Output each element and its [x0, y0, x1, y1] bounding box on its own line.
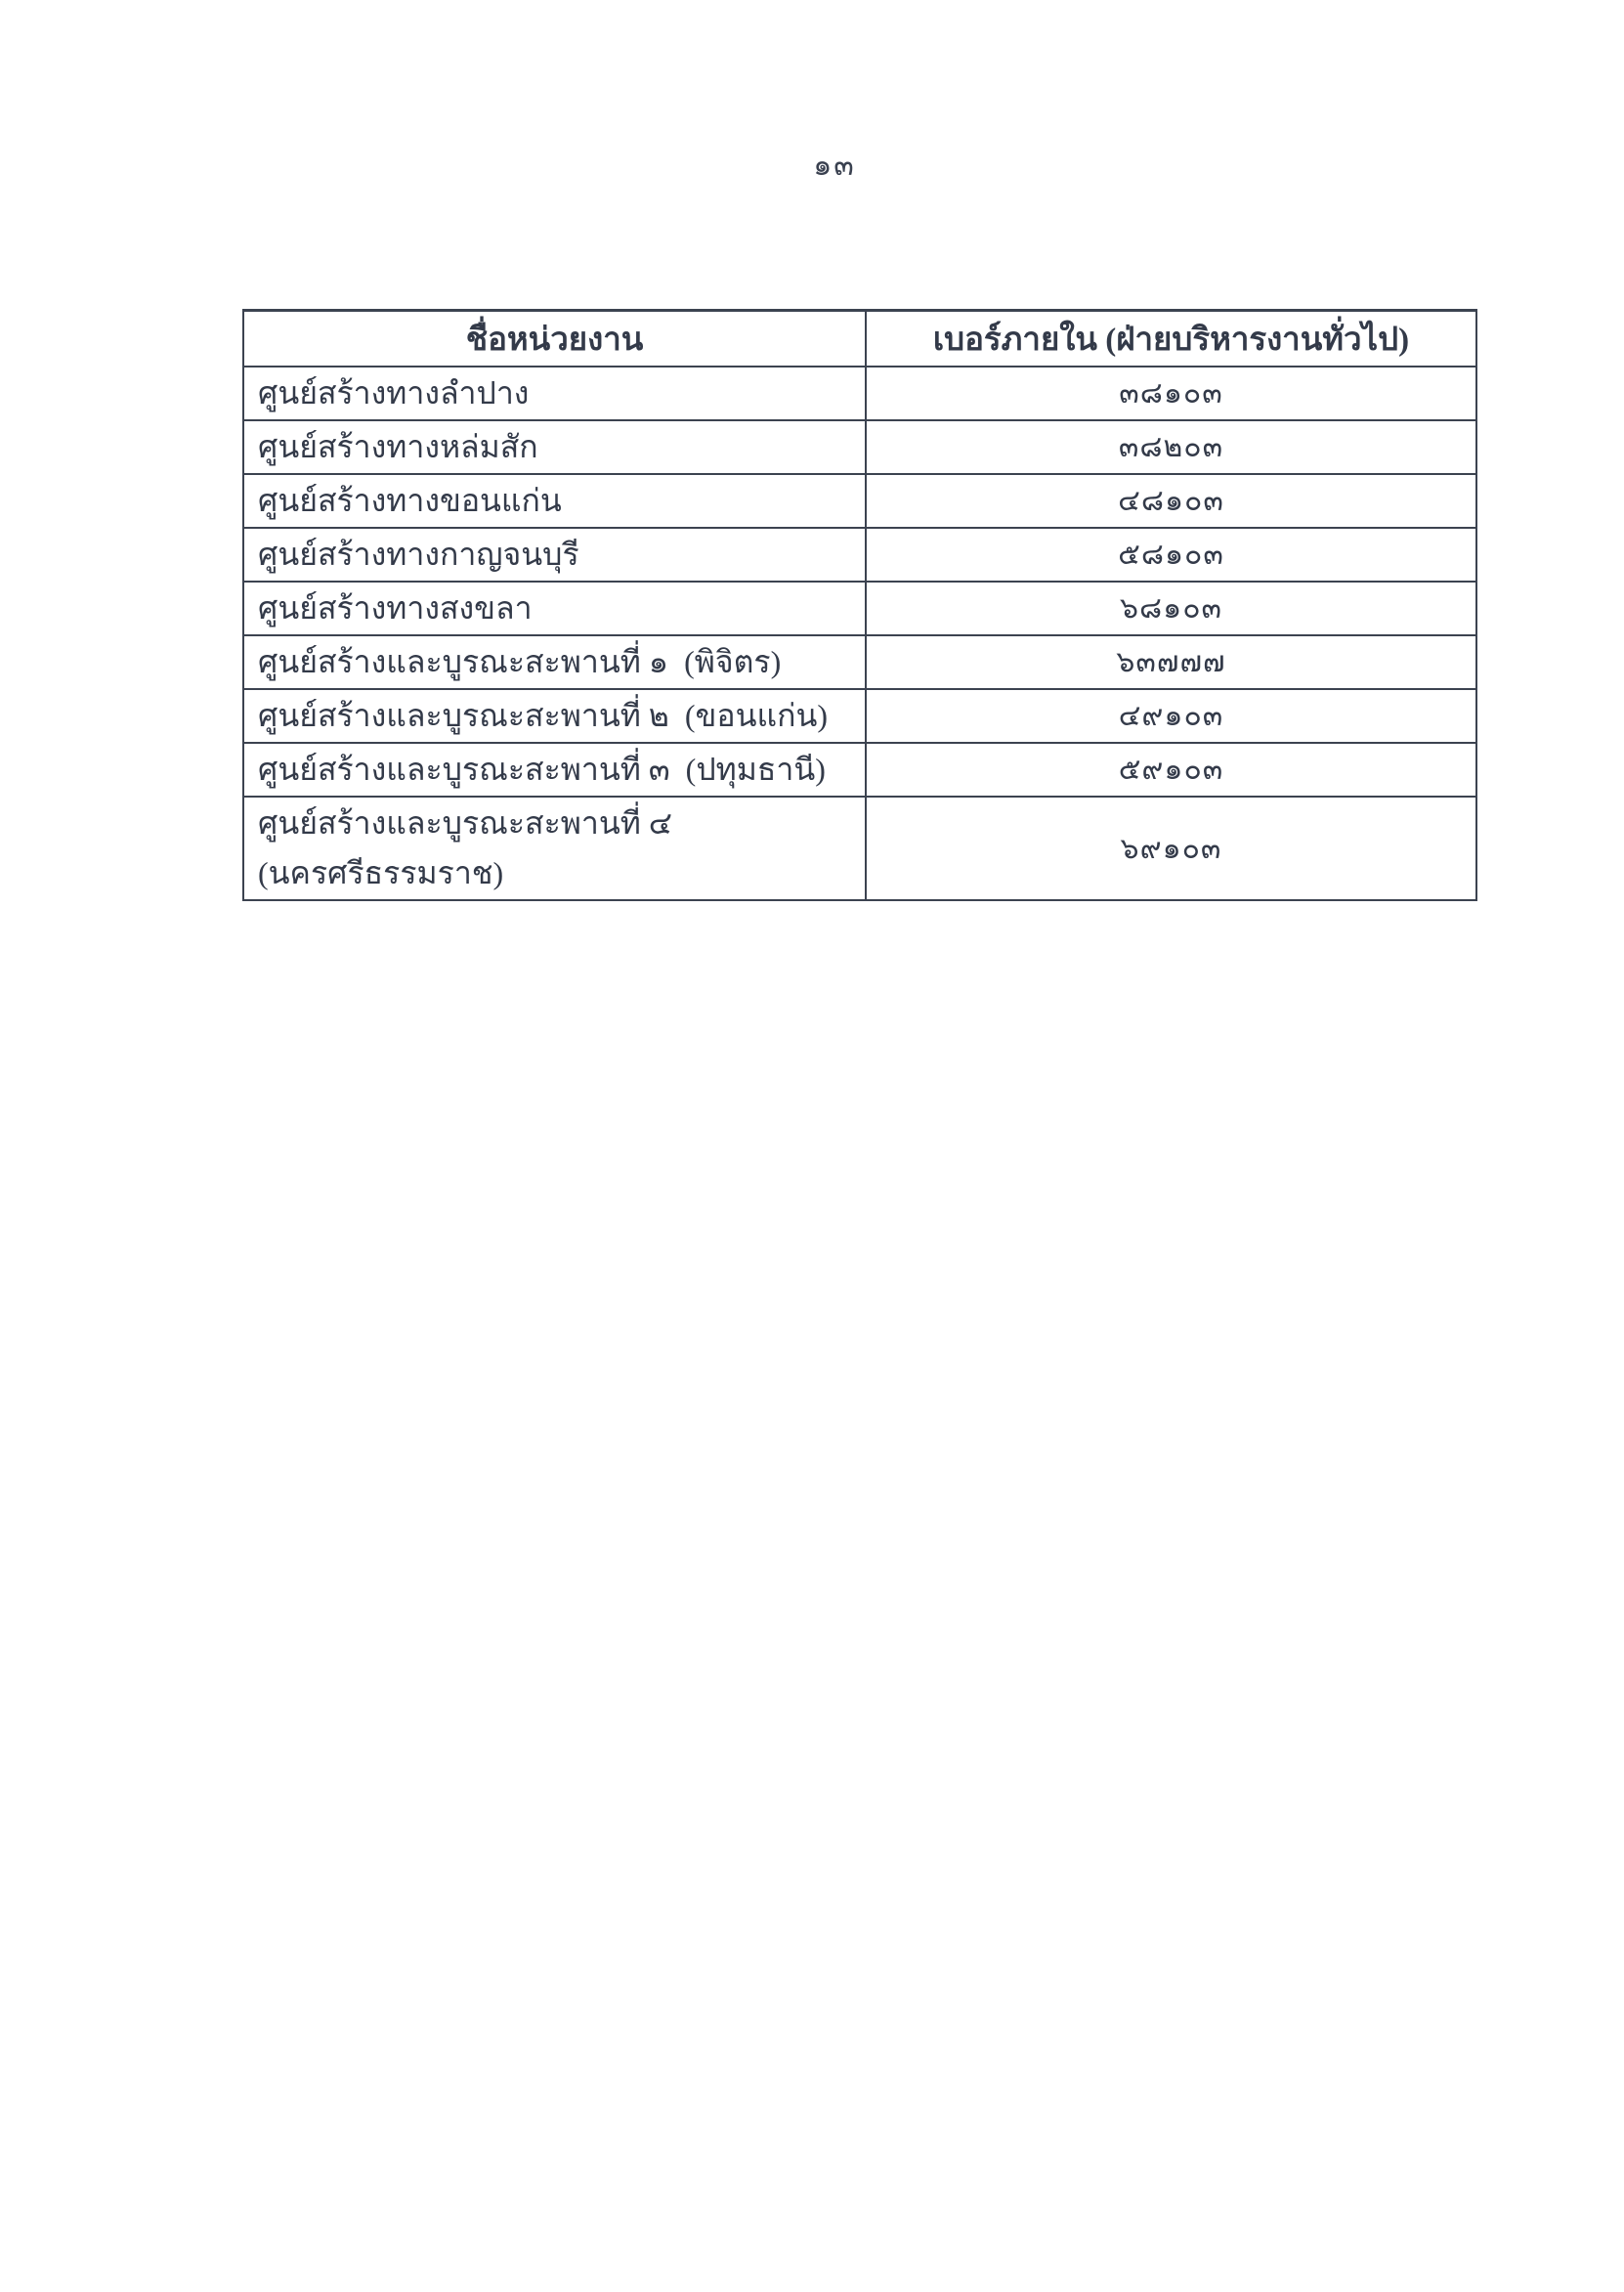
internal-number-cell: ๓๘๒๐๓ [866, 420, 1476, 474]
table-row [243, 474, 1476, 528]
unit-name-cell: ศูนย์สร้างทางขอนแก่น [243, 474, 866, 528]
unit-name-cell: ศูนย์สร้างและบูรณะสะพานที่ ๑ (พิจิตร) [243, 635, 866, 689]
table-row [243, 743, 1476, 797]
internal-number-cell: ๔๘๑๐๓ [866, 474, 1476, 528]
internal-number-cell: ๕๙๑๐๓ [866, 743, 1476, 797]
unit-name-cell: ศูนย์สร้างทางกาญจนบุรี [243, 528, 866, 582]
unit-name-cell: ศูนย์สร้างทางสงขลา [243, 582, 866, 635]
internal-number-cell: ๖๙๑๐๓ [866, 797, 1476, 900]
page-number: ๑๓ [813, 150, 856, 182]
column-header-unit-name: ชื่อหน่วยงาน [243, 311, 866, 368]
table-row [243, 689, 1476, 743]
internal-number-cell: ๖๓๗๗๗ [866, 635, 1476, 689]
unit-name-cell: ศูนย์สร้างและบูรณะสะพานที่ ๔ (นครศรีธรรมราช) [243, 797, 866, 900]
table-row [243, 582, 1476, 635]
table-row [243, 635, 1476, 689]
phone-directory-table [242, 309, 1477, 901]
internal-number-cell: ๔๙๑๐๓ [866, 689, 1476, 743]
unit-name-cell: ศูนย์สร้างทางหล่มสัก [243, 420, 866, 474]
table-row [243, 528, 1476, 582]
column-header-internal-number: เบอร์ภายใน (ฝ่ายบริหารงานทั่วไป) [866, 311, 1476, 368]
table-row [243, 420, 1476, 474]
table-header-row [243, 311, 1476, 368]
table-row [243, 797, 1476, 900]
unit-name-cell: ศูนย์สร้างและบูรณะสะพานที่ ๓ (ปทุมธานี) [243, 743, 866, 797]
internal-number-cell: ๕๘๑๐๓ [866, 528, 1476, 582]
unit-name-cell: ศูนย์สร้างทางลำปาง [243, 367, 866, 420]
unit-name-cell: ศูนย์สร้างและบูรณะสะพานที่ ๒ (ขอนแก่น) [243, 689, 866, 743]
internal-number-cell: ๓๘๑๐๓ [866, 367, 1476, 420]
table-row [243, 367, 1476, 420]
internal-number-cell: ๖๘๑๐๓ [866, 582, 1476, 635]
